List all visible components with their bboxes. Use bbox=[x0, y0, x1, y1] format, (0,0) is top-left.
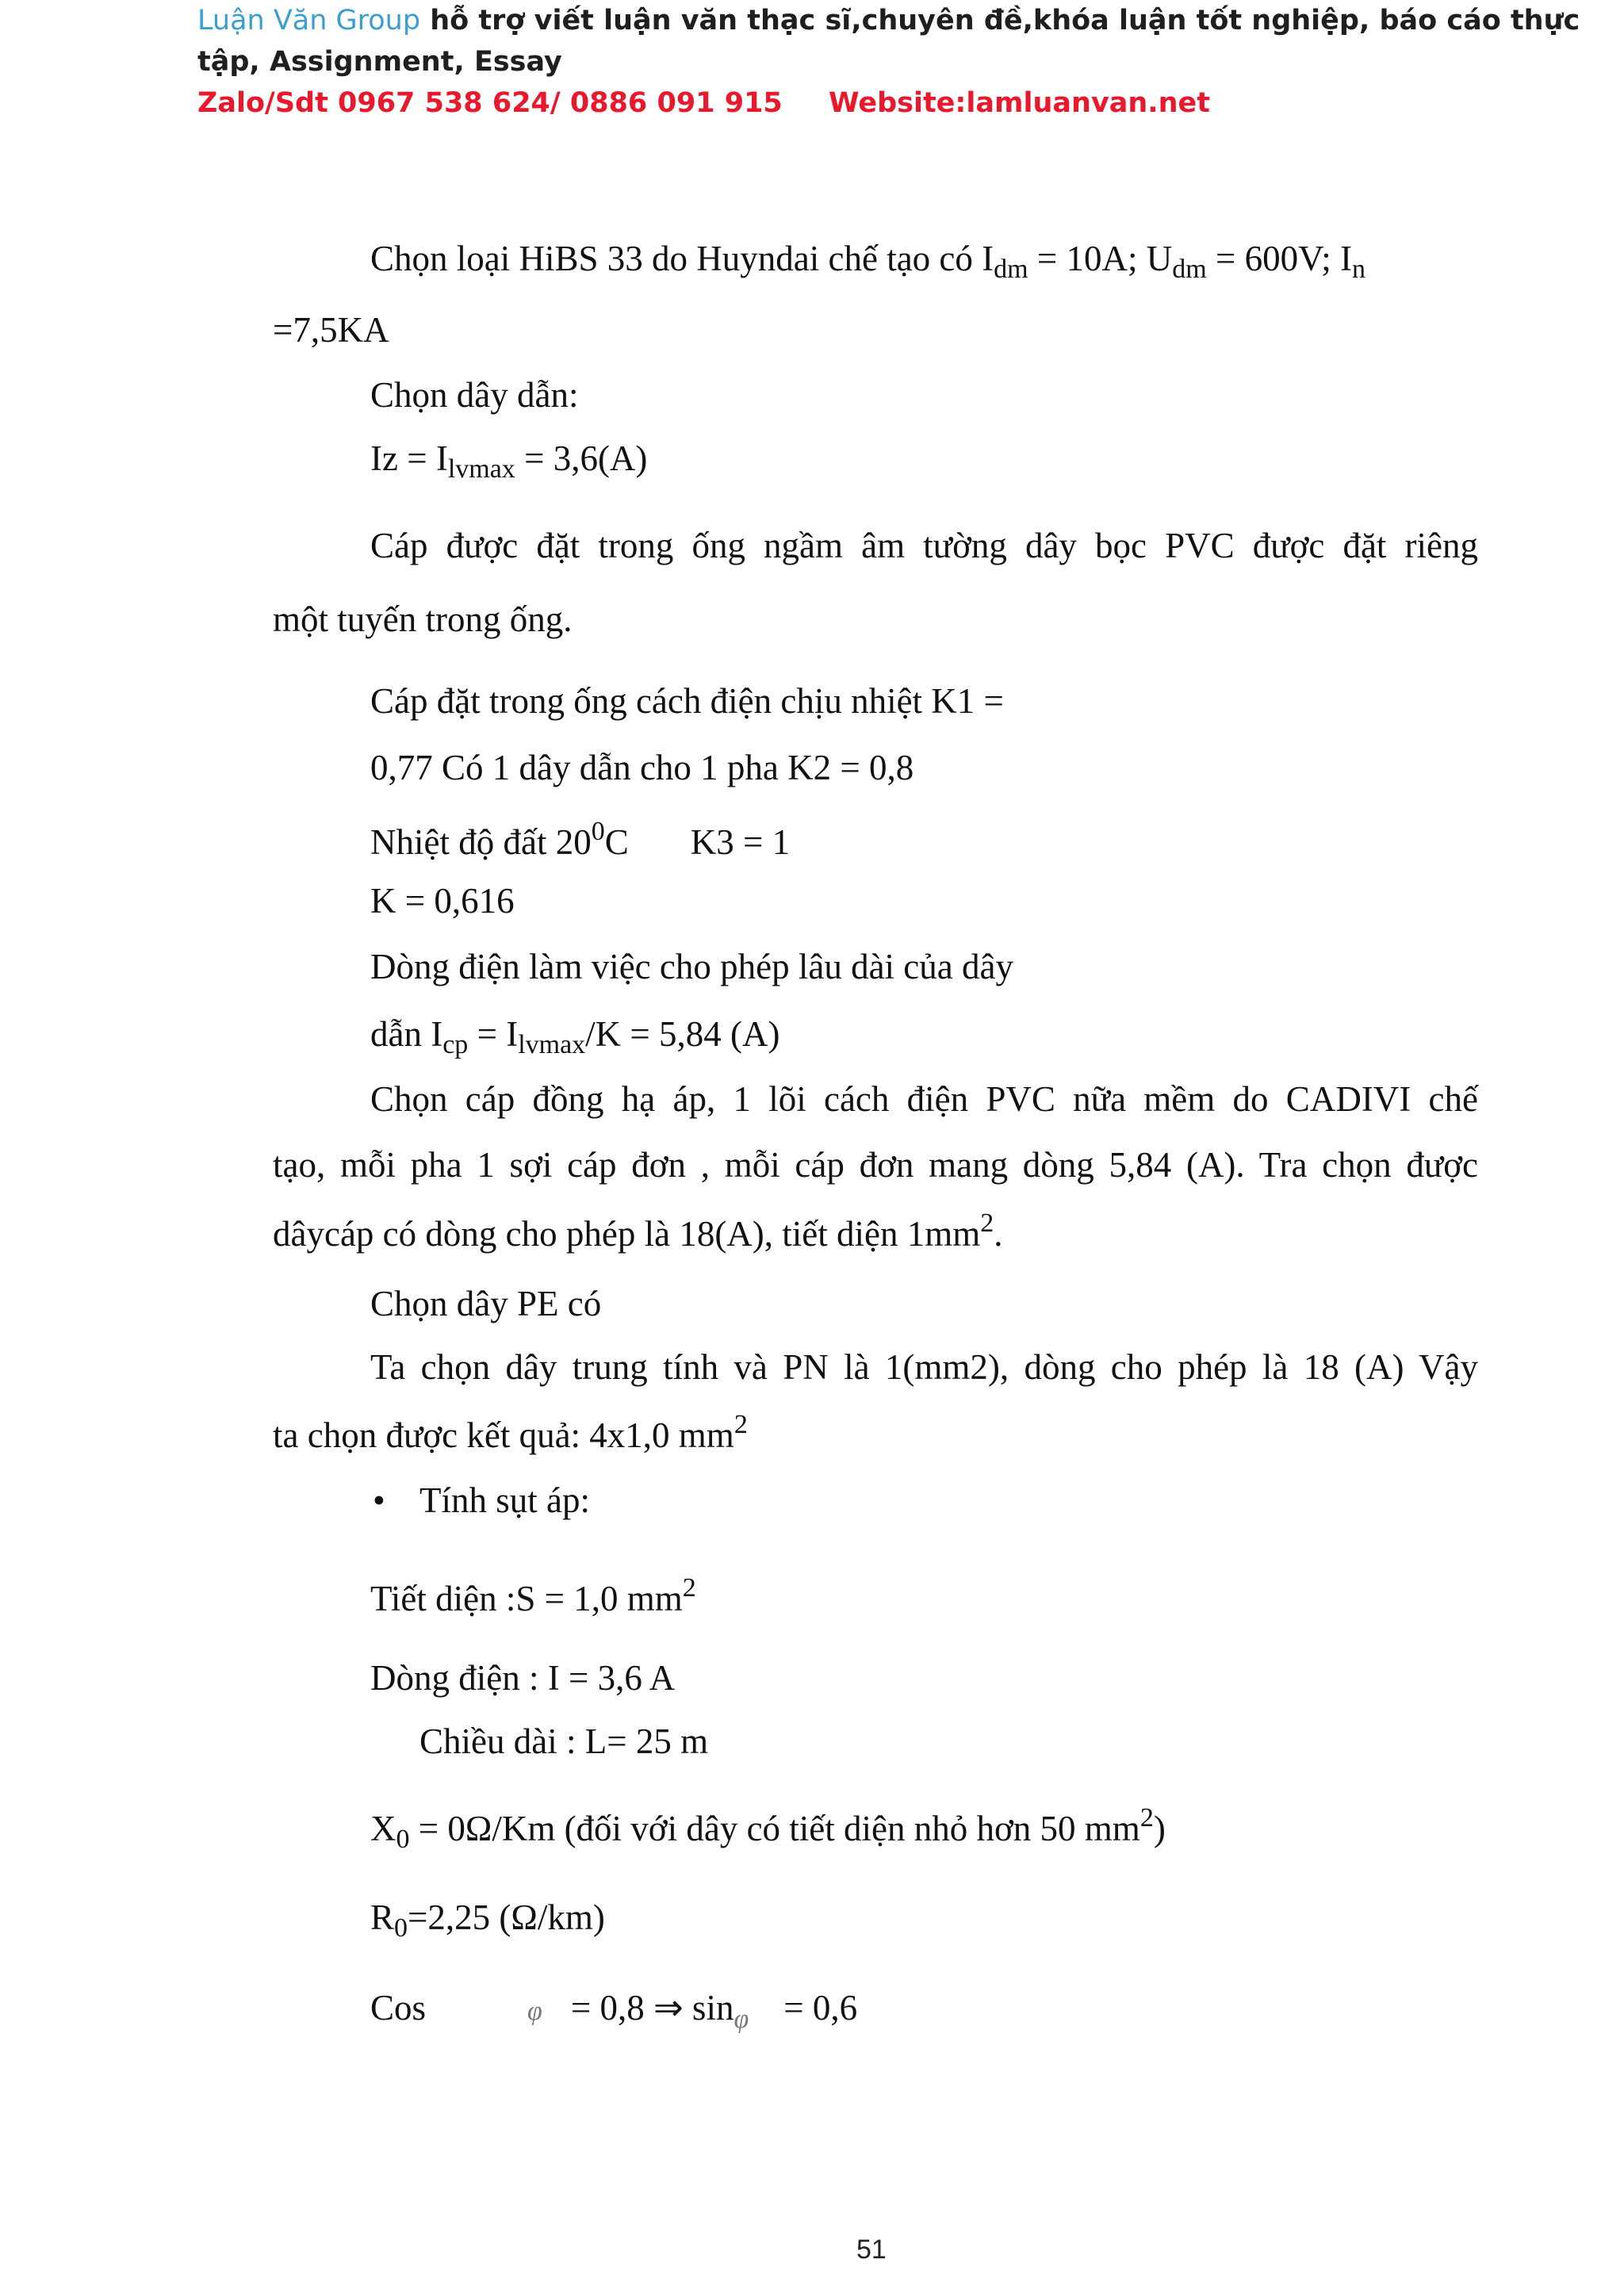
para-cable-install-2: một tuyến trong ống. bbox=[273, 599, 573, 639]
page-number: 51 bbox=[856, 2235, 887, 2265]
param-length: Chiều dài : L= 25 m bbox=[419, 1721, 709, 1761]
para-cable-select-1: Chọn cáp đồng hạ áp, 1 lõi cách điện PVC nữa mềm do CADIVI chế bbox=[370, 1079, 1478, 1119]
para-k3: Nhiệt độ đất $20^0C$ K3 = 1 bbox=[370, 817, 791, 862]
para-neutral-1: Ta chọn dây trung tính và PN là 1(mm2), dòng cho phép là 18 (A) Vậy bbox=[370, 1347, 1478, 1387]
param-r0: $R_0=2,25$ (Ω/km) bbox=[370, 1898, 605, 1943]
header-tagline-2: tập, Assignment, Essay bbox=[197, 46, 562, 78]
param-cross-section: Tiết diện :S = 1,0 $mm^2$ bbox=[370, 1573, 696, 1618]
bullet-icon: • bbox=[373, 1480, 385, 1520]
formula-iz: $Iz = I_{lvmax} = 3,6(A)$ bbox=[370, 439, 648, 484]
para-cable-select-2: tạo, mỗi pha 1 sợi cáp đơn , mỗi cáp đơn mang dòng 5,84 (A). Tra chọn được bbox=[273, 1145, 1478, 1185]
para-cb-choice-cont: =7,5KA bbox=[273, 310, 389, 350]
para-choose-conductor: Chọn dây dẫn: bbox=[370, 375, 579, 415]
para-cable-install-1: Cáp được đặt trong ống ngầm âm tường dây bọc PVC được đặt riêng bbox=[370, 526, 1478, 565]
header-tagline: hỗ trợ viết luận văn thạc sĩ,chuyên đề,khóa luận tốt nghiệp, báo cáo thực bbox=[430, 5, 1580, 36]
phi-symbol-sin: φ bbox=[733, 2005, 749, 2034]
phi-symbol: φ bbox=[527, 1997, 542, 2026]
heading-voltage-drop: Tính sụt áp: bbox=[419, 1480, 590, 1520]
para-allowable-current: Dòng điện làm việc cho phép lâu dài của dây bbox=[370, 947, 1013, 986]
para-k1: Cáp đặt trong ống cách điện chịu nhiệt K1 = bbox=[370, 681, 1004, 721]
formula-icp: dẫn $I_{cp} = I_{lvmax}/K = 5,84$ (A) bbox=[370, 1014, 780, 1059]
para-k-total: K = 0,616 bbox=[370, 881, 515, 921]
header-brand: Luận Văn Group bbox=[197, 5, 421, 36]
param-cos-phi: Cos φ = 0,8 ⇒ $\sin_\varphi = 0,6$ bbox=[370, 1988, 858, 2034]
header-line-1 bbox=[197, 0, 1580, 41]
para-k2: 0,77 Có 1 dây dẫn cho 1 pha K2 = 0,8 bbox=[370, 748, 914, 787]
param-current: Dòng điện : I = 3,6 A bbox=[370, 1658, 676, 1698]
para-neutral-2: ta chọn được kết quả: 4x1,0 $mm^2$ bbox=[273, 1410, 748, 1455]
header-contact: Zalo/Sdt 0967 538 624/ 0886 091 915 bbox=[197, 87, 783, 119]
para-pe: Chọn dây PE có bbox=[370, 1284, 602, 1323]
header-website: Website:lamluanvan.net bbox=[828, 87, 1210, 119]
header-contact-line bbox=[197, 82, 1210, 124]
para-cb-choice: Chọn loại HiBS 33 do Huyndai chế tạo có $I_{dm} = 10A$; $U_{dm} = 600V$; $I_n$ bbox=[370, 239, 1365, 284]
param-x0: $X_0 = 0\Omega/Km$ (đối với dây có tiết diện nhỏ hơn 50 $mm^2$) bbox=[370, 1803, 1166, 1854]
para-cable-select-3: dâycáp có dòng cho phép là 18(A), tiết diện $1mm^2$. bbox=[273, 1208, 1003, 1254]
